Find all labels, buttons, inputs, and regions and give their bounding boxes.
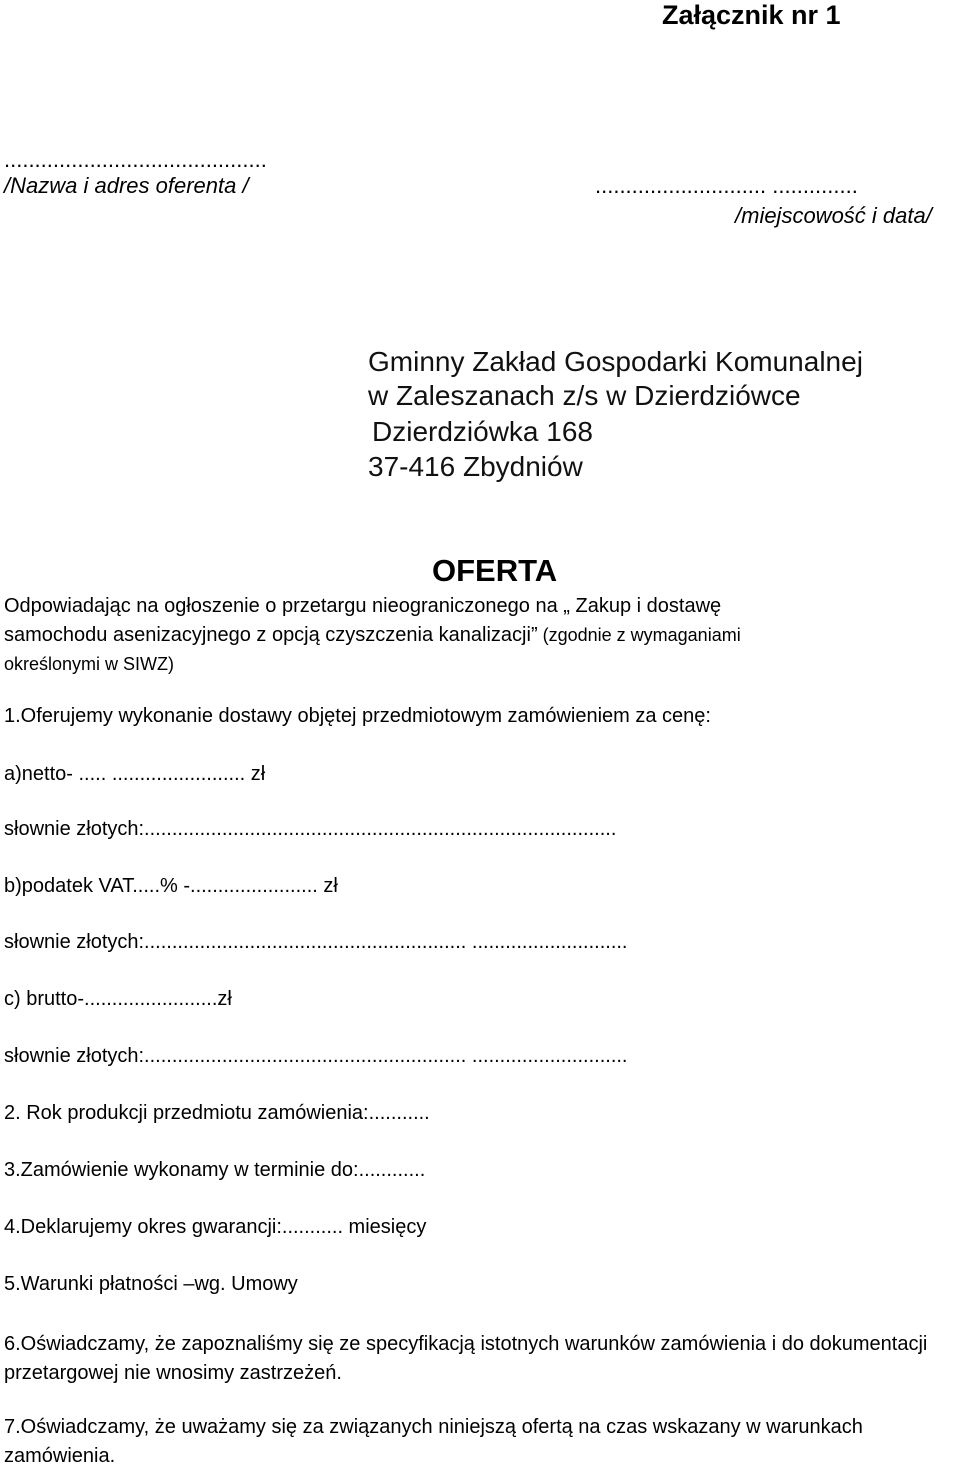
item-warranty: 4.Deklarujemy okres gwarancji:........... miesięcy bbox=[4, 1216, 427, 1238]
vat-field: b)podatek VAT.....% -....................... zł bbox=[4, 875, 338, 897]
offer-intro-line3: określonymi w SIWZ) bbox=[4, 654, 175, 674]
brutto-field: c) brutto-........................zł bbox=[4, 988, 232, 1010]
attachment-title: Załącznik nr 1 bbox=[662, 0, 841, 30]
addressee-postal: 37-416 Zbydniów bbox=[368, 451, 583, 482]
offer-intro-line2 bbox=[4, 622, 741, 648]
item-delivery-date: 3.Zamówienie wykonamy w terminie do:............ bbox=[4, 1159, 426, 1181]
item-price-offer: 1.Oferujemy wykonanie dostawy objętej przedmiotowym zamówieniem za cenę: bbox=[4, 705, 711, 727]
addressee-street: Dzierdziówka 168 bbox=[372, 416, 593, 447]
offeror-label: /Nazwa i adres oferenta / bbox=[4, 173, 249, 198]
offer-intro-line1: Odpowiadając na ogłoszenie o przetargu nieograniczonego na „ Zakup i dostawę bbox=[4, 595, 722, 617]
item-payment-terms: 5.Warunki płatności –wg. Umowy bbox=[4, 1273, 298, 1295]
netto-words-field: słownie złotych:..................................................................................... bbox=[4, 818, 617, 840]
vat-words-field: słownie złotych:.......................................................... ............................ bbox=[4, 931, 628, 953]
item-declaration-specification: 6.Oświadczamy, że zapoznaliśmy się ze specyfikacją istotnych warunków zamówienia i do dokumentacji przetargowej nie wnosimy zastrzeżeń. bbox=[4, 1333, 928, 1384]
brutto-words-field: słownie złotych:.......................................................... ............................ bbox=[4, 1045, 628, 1067]
netto-field: a)netto- ..... ........................ zł bbox=[4, 763, 266, 785]
addressee-location: w Zaleszanach z/s w Dzierdziówce bbox=[368, 380, 801, 411]
offeror-dots: ........................................... bbox=[4, 147, 267, 172]
offer-intro-subject: samochodu asenizacyjnego z opcją czyszczenia kanalizacji” bbox=[4, 624, 538, 646]
place-date-label: /miejscowość i data/ bbox=[735, 203, 932, 228]
item-declaration-binding: 7.Oświadczamy, że uważamy się za związanych niniejszą ofertą na czas wskazany w warunkach zamówienia. bbox=[4, 1416, 863, 1467]
place-date-dots: ............................ .............. bbox=[595, 173, 858, 198]
item-production-year: 2. Rok produkcji przedmiotu zamówienia:........... bbox=[4, 1102, 430, 1124]
addressee-name: Gminny Zakład Gospodarki Komunalnej bbox=[368, 346, 863, 377]
offer-intro-note: (zgodnie z wymaganiami bbox=[537, 625, 741, 645]
offer-title: OFERTA bbox=[432, 553, 558, 588]
